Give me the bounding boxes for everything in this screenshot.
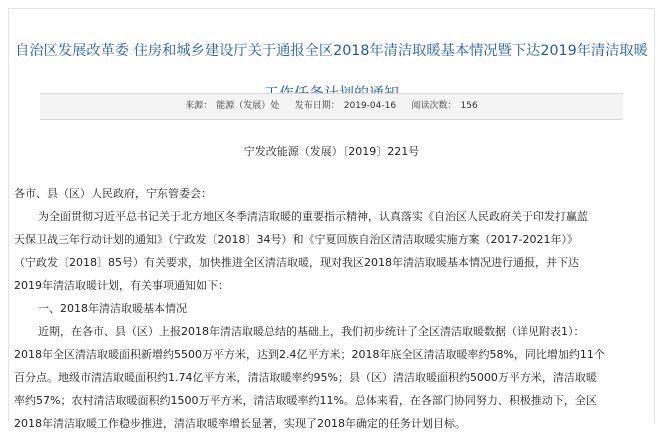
views-label: 阅读次数： (411, 101, 457, 111)
date-value: 2019-04-16 (343, 101, 397, 111)
article-body (14, 182, 649, 435)
document-number: 宁发改能源（发展）〔2019〕221号 (243, 145, 420, 158)
section-heading: 一、2018年清洁取暖基本情况 (38, 302, 187, 315)
body-line: 为全面贯彻习近平总书记关于北方地区冬季清洁取暖的重要指示精神，认真落实《自治区人民政府关于印发打赢蓝 (38, 210, 588, 223)
body-line: 2018年全区清洁取暖面积新增约5500万平方米，达到2.4亿平方米；2018年底全区清洁取暖率约58%，同比增加约11个 (14, 348, 605, 361)
body-line: 率约57%；农村清洁取暖面积约1500万平方米，清洁取暖率约11%。总体来看，在各部门协同努力、积极推动下，全区 (14, 394, 597, 407)
source-value: 能源（发展）处 (216, 101, 280, 111)
article-meta-bar (40, 93, 623, 120)
body-line: 百分点。地级市清洁取暖面积约1.74亿平方米，清洁取暖率约95%；县（区）清洁取暖面积约5000万平方米，清洁取暖 (14, 371, 597, 384)
views-value: 156 (460, 101, 478, 111)
date-label: 发布日期： (294, 101, 340, 111)
body-line: 2019年清洁取暖计划，有关事项通知如下： (14, 279, 229, 292)
body-line: 各市、县（区）人民政府，宁东管委会： (14, 187, 212, 200)
body-line: （宁政发〔2018〕85号）有关要求，加快推进全区清洁取暖，现对我区2018年清洁取暖基本情况进行通报，并下达 (14, 256, 579, 269)
body-line: 2018年清洁取暖工作稳步推进，清洁取暖率增长显著，实现了2018年确定的任务计划目标。 (14, 417, 466, 430)
source-label: 来源： (185, 101, 213, 111)
body-line: 天保卫战三年行动计划的通知》（宁政发〔2018〕34号）和《宁夏回族自治区清洁取暖实施方案（2017-2021年）》 (14, 233, 578, 246)
title-line-1: 自治区发展改革委 住房和城乡建设厅关于通报全区2018年清洁取暖基本情况暨下达2019年清洁取暖 (15, 43, 648, 59)
body-line: 近期，在各市、县（区）上报2018年清洁取暖总结的基础上，我们初步统计了全区清洁取暖数据（详见附表1）： (38, 325, 585, 338)
